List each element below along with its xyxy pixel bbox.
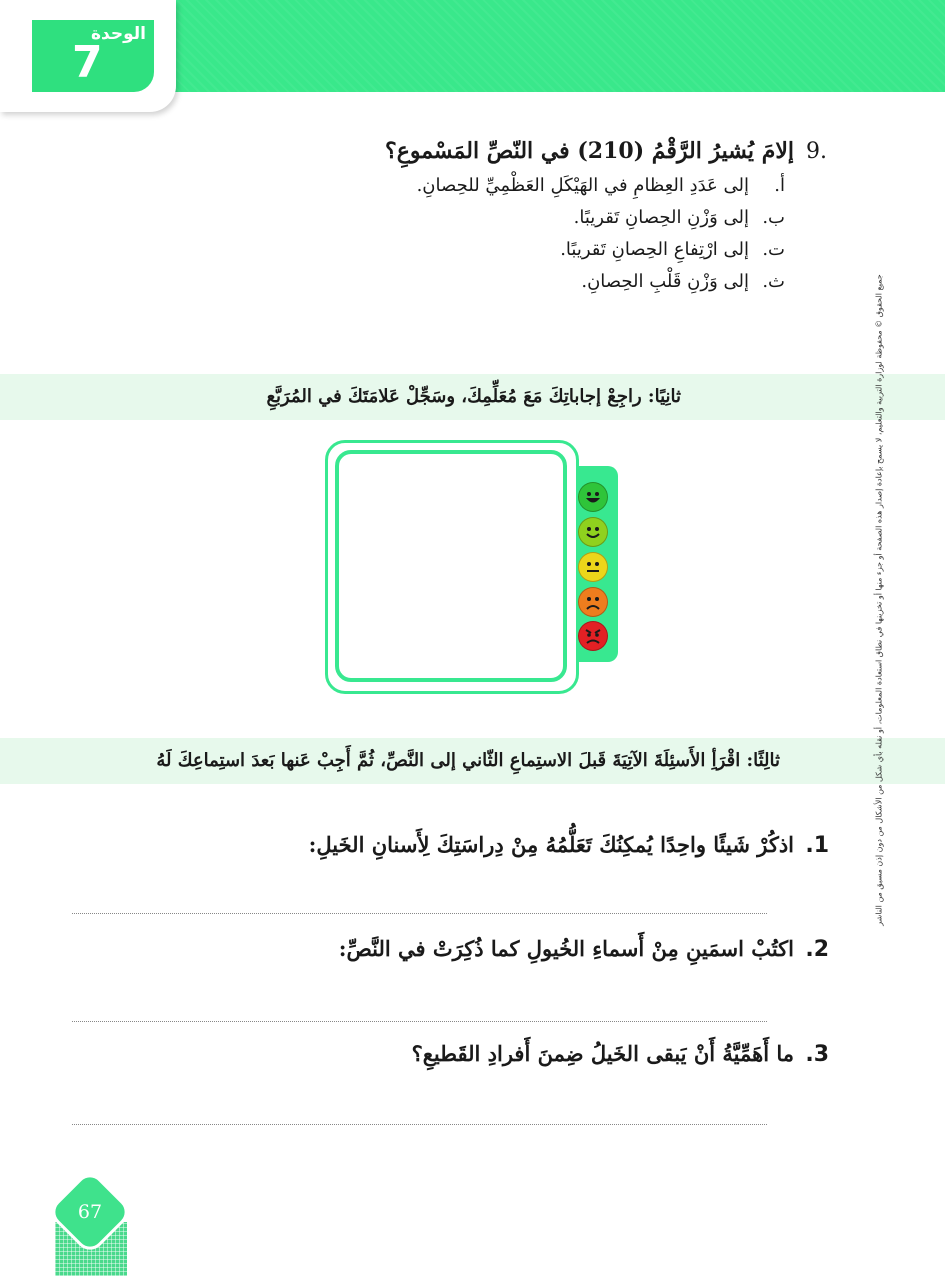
option-t[interactable] bbox=[265, 239, 785, 260]
question-number: .9 bbox=[806, 139, 827, 164]
answer-line-1[interactable] bbox=[72, 913, 767, 914]
option-text: إلى عَدَدِ العِظامِ في الهَيْكَلِ العَظْمِيِّ للحِصانِ. bbox=[416, 175, 749, 196]
copyright-notice: جميع الحقوق © محفوظة لوزارة التربية والتعليم، لا يسمح بإعادة إصدار هذه الصفحة أو جزء منها أو تخزينها في نطاق استعادة المعلومات، أو نقله بأي شكل من الأشكال من دون إذن مسبق من الناشر bbox=[874, 274, 884, 926]
question-text: اذكُرْ شَيئًا واحِدًا يُمكِنُكَ تَعَلُّمُهُ مِنْ دِراسَتِكَ لِأَسنانِ الخَيلِ: bbox=[308, 832, 795, 857]
section-third-heading: ثالِثًا: اقْرَأِ الأَسئِلَةَ الآتِيَةَ قَبلَ الاستِماعِ الثّاني إلى النَّصِّ، ثُمَّ أَجِبْ عَنها بَعدَ استِماعِكَ لَهُ bbox=[156, 750, 780, 771]
unit-number: 7 bbox=[72, 37, 103, 88]
question-text: اكتُبْ اسمَينِ مِنْ أَسماءِ الخُيولِ كما ذُكِرَتْ في النَّصِّ: bbox=[338, 936, 795, 961]
option-a[interactable] bbox=[265, 175, 785, 196]
question-text: إلامَ يُشيرُ الرَّقْمُ (210) في النّصِّ المَسْموعِ؟ bbox=[385, 138, 794, 164]
option-text: إلى وَزْنِ الحِصانِ تَقريبًا. bbox=[573, 207, 749, 228]
score-box[interactable] bbox=[325, 440, 579, 694]
happy-face-icon[interactable] bbox=[578, 517, 608, 547]
sad-face-icon[interactable] bbox=[578, 587, 608, 617]
section-third-band bbox=[0, 738, 945, 784]
score-box-inner[interactable] bbox=[335, 450, 567, 682]
question-number: 2. bbox=[805, 937, 829, 962]
question-9-title bbox=[265, 138, 827, 164]
option-th[interactable] bbox=[265, 271, 785, 292]
unit-tab bbox=[0, 0, 176, 112]
option-letter: أ. bbox=[774, 175, 785, 196]
option-letter: ت. bbox=[762, 239, 785, 260]
option-letter: ث. bbox=[762, 271, 785, 292]
answer-line-2[interactable] bbox=[72, 1021, 767, 1022]
very-happy-face-icon[interactable] bbox=[578, 482, 608, 512]
unit-badge bbox=[32, 20, 154, 92]
option-text: إلى وَزْنِ قَلْبِ الحِصانِ. bbox=[581, 271, 749, 292]
answer-line-3[interactable] bbox=[72, 1124, 767, 1125]
question-number: 3. bbox=[805, 1042, 829, 1067]
angry-face-icon[interactable] bbox=[578, 621, 608, 651]
option-b[interactable] bbox=[265, 207, 785, 228]
unit-label: الوحدة bbox=[91, 24, 146, 44]
section-review-band bbox=[0, 374, 945, 420]
option-letter: ب. bbox=[762, 207, 785, 228]
question-1 bbox=[309, 832, 829, 858]
section-review-heading: ثانِيًا: راجِعْ إجاباتِكَ مَعَ مُعَلِّمِكَ، وسَجِّلْ عَلامَتَكَ في المُرَبَّعِ bbox=[266, 386, 681, 407]
page-number: 67 bbox=[77, 1201, 103, 1223]
question-3 bbox=[412, 1041, 829, 1067]
neutral-face-icon[interactable] bbox=[578, 552, 608, 582]
question-text: ما أَهَمِّيَّةُ أَنْ يَبقى الخَيلُ ضِمنَ أَفرادِ القَطيعِ؟ bbox=[411, 1041, 795, 1066]
question-2 bbox=[339, 936, 829, 962]
question-9 bbox=[265, 138, 827, 292]
question-number: 1. bbox=[805, 833, 829, 858]
option-text: إلى ارْتِفاعِ الحِصانِ تَقريبًا. bbox=[560, 239, 749, 260]
